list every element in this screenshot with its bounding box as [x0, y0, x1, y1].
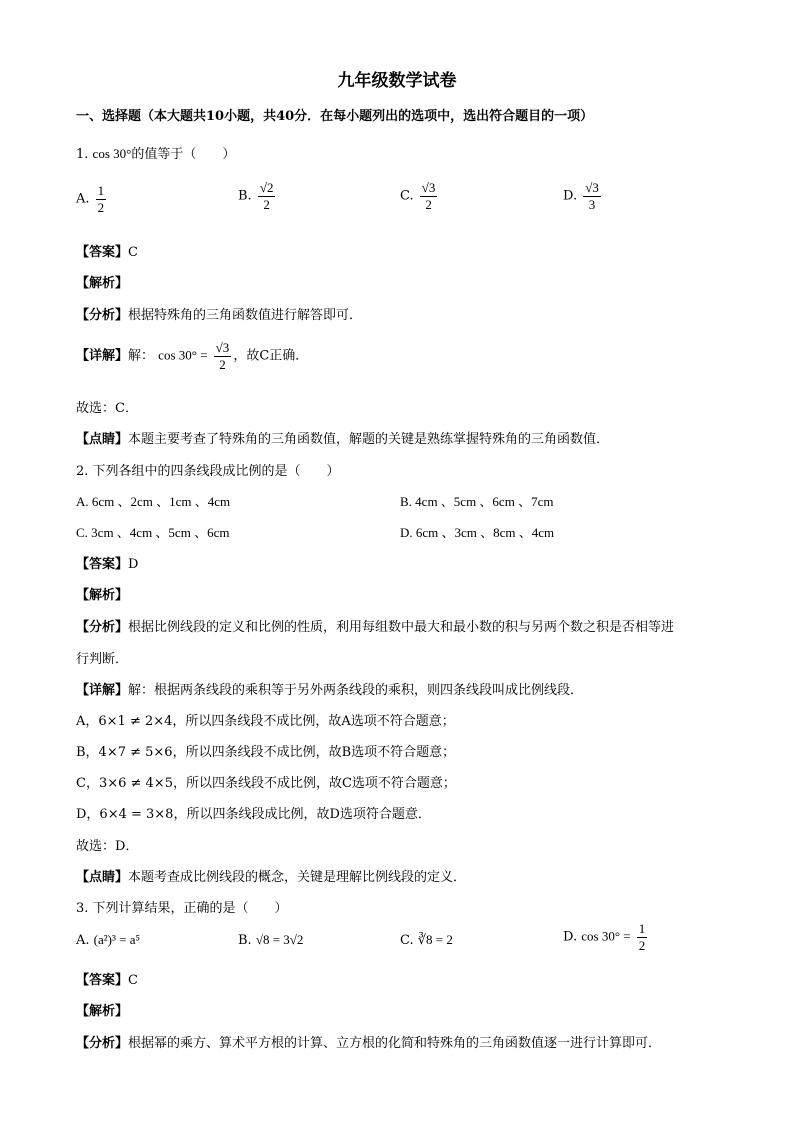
q1-conclusion: 故选：C． [76, 401, 138, 416]
q3-stem: 3. 下列计算结果，正确的是（ ） [76, 901, 288, 916]
q3-option-d: D. cos 30° = $\frac{1}{2}$ [563, 921, 646, 953]
q2-option-c: C. 3cm 、4cm 、5cm 、6cm [76, 525, 230, 540]
q3-option-c: C. ∛8 = 2 [400, 932, 453, 948]
q3-option-a: A. (a²)³ = a⁵ [76, 932, 141, 948]
q2-fenxi: 【分析】根据比例线段的定义和比例的性质，利用每组数中最大和最小数的积与另两个数之积是否相等进 [76, 620, 675, 635]
q1-xiangjie: 【详解】解： cos 30° = $\frac{√3}{2}$ ，故C正确． [76, 340, 309, 372]
q1-option-a [76, 184, 108, 214]
q1-expression: cos 30° [92, 146, 132, 161]
q1-option-b [238, 181, 277, 211]
q3-fenxi: 【分析】根据幂的乘方、算术平方根的计算、立方根的化简和特殊角的三角函数值逐一进行计算即可． [76, 1036, 662, 1051]
fraction: $\frac{1}{2}$ [638, 921, 646, 953]
q2-option-b: B. 4cm 、5cm 、6cm 、7cm [400, 494, 554, 509]
fraction: $\frac{√2}{2}$ [259, 180, 274, 212]
fraction: $\frac{√3}{2}$ [215, 340, 230, 372]
q2-xiangjie: 【详解】解：根据两条线段的乘积等于另外两条线段的乘积，则四条线段叫成比例线段． [76, 683, 584, 698]
q1-stem [76, 143, 235, 162]
option-letter: D. [563, 188, 578, 204]
q1-number: 1. [76, 147, 89, 162]
q1-answer: 【答案】C [76, 245, 138, 260]
section-heading: 一、选择题（本大题共10小题，共40分．在每小题列出的选项中，选出符合题目的一项） [76, 109, 594, 124]
q2-line-d: D，6×4 = 3×8，所以四条线段成比例，故D选项符合题意． [76, 807, 431, 822]
q1-stem-text: 的值等于（ ） [131, 147, 236, 162]
q1-analysis-label: 【解析】 [76, 276, 129, 291]
q2-conclusion: 故选：D． [76, 839, 139, 854]
q2-dianjing: 【点睛】本题考查成比例线段的概念，关键是理解比例线段的定义． [76, 870, 467, 885]
q2-line-b: B，4×7 ≠ 5×6，所以四条线段不成比例，故B选项不符合题意； [76, 745, 456, 760]
q2-line-c: C，3×6 ≠ 4×5，所以四条线段不成比例，故C选项不符合题意； [76, 776, 456, 791]
q1-dianjing: 【点睛】本题主要考查了特殊角的三角函数值，解题的关键是熟练掌握特殊角的三角函数值． [76, 432, 610, 447]
q2-option-a: A. 6cm 、2cm 、1cm 、4cm [76, 494, 231, 509]
option-letter: C. [400, 188, 414, 204]
q2-analysis-label: 【解析】 [76, 588, 129, 603]
q3-analysis-label: 【解析】 [76, 1004, 129, 1019]
q2-stem: 2. 下列各组中的四条线段成比例的是（ ） [76, 464, 340, 479]
option-letter: B. [238, 188, 252, 204]
page-title: 九年级数学试卷 [337, 71, 457, 91]
fraction: $\frac{1}{2}$ [97, 183, 105, 215]
q2-line-a: A，6×1 ≠ 2×4，所以四条线段不成比例，故A选项不符合题意； [76, 714, 455, 729]
q1-fenxi: 【分析】根据特殊角的三角函数值进行解答即可． [76, 308, 363, 323]
option-letter: A. [76, 191, 90, 207]
fraction: $\frac{√3}{2}$ [421, 180, 436, 212]
q3-answer: 【答案】C [76, 973, 138, 988]
q2-fenxi-cont: 行判断． [76, 652, 129, 667]
fraction: $\frac{√3}{3}$ [585, 180, 599, 212]
q2-answer: 【答案】D [76, 557, 139, 572]
q1-option-c [400, 181, 439, 211]
q2-option-d: D. 6cm 、3cm 、8cm 、4cm [400, 525, 555, 540]
q1-option-d [563, 181, 603, 211]
q3-option-b: B. √8 = 3√2 [238, 932, 304, 948]
